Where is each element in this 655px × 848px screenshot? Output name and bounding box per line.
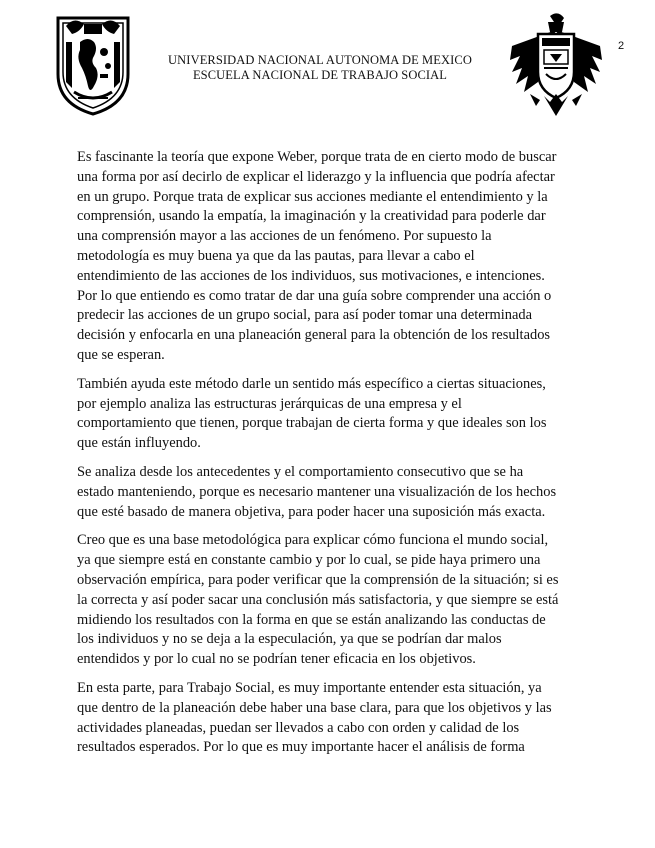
text-line: Creo que es una base metodológica para explicar cómo funciona el mundo social, [77,532,549,549]
text-line: que se esperan. [77,346,165,363]
text-line: En esta parte, para Trabajo Social, es muy importante entender esta situación, ya [77,679,542,696]
text-line: ya que siempre está en constante cambio y por lo cual, se pide haya primero una [77,552,541,569]
text-line: por ejemplo analiza las estructuras jerárquicas de una empresa y el [77,395,462,412]
text-line: que están influyendo. [77,435,201,452]
text-line: comportamiento que tienen, porque trabajan de cierta forma y que ideales son los [77,415,547,432]
text-line: estado manteniendo, porque es necesario mantener una visualización de los hechos [77,483,557,500]
body-paragraph [77,679,589,758]
body-paragraph [77,531,589,670]
text-line: predecir las acciones de un grupo social, para así poder tomar una determinada [77,307,532,324]
text-line: una forma por así decirlo de explicar el liderazgo y la influencia que podría afectar [77,168,555,185]
text-line: una comprensión mayor a las acciones de un fenómeno. Por supuesto la [77,228,492,245]
text-line: la correcta y así poder sacar una conclusión más satisfactoria, y que siempre se está [77,591,559,608]
body-paragraph [77,375,589,454]
text-line: en un grupo. Porque trata de explicar sus acciones mediante el entendimiento y la [77,188,548,205]
unam-coat-of-arms-icon [54,12,132,116]
text-line: actividades planeadas, puedan ser llevados a cabo con orden y calidad de los [77,719,520,736]
text-line: observación empírica, para poder verificar que la comprensión de la situación; si es [77,571,559,588]
school-name: ESCUELA NACIONAL DE TRABAJO SOCIAL [192,68,448,82]
text-line: Se analiza desde los antecedentes y el comportamiento consecutivo que se ha [77,463,524,480]
text-line: midiendo los resultados con la forma en que se están analizando las conductas de [77,611,546,628]
text-line: También ayuda este método darle un sentido más específico a ciertas situaciones, [77,375,546,392]
text-line: entendidos y por lo cual no se podrían tener eficacia en los objetivos. [77,651,476,668]
ents-eagle-crest-icon [506,10,606,118]
text-line: Por lo que entiendo es como tratar de dar una guía sobre comprender una acción o [77,287,552,304]
page-number: 2 [618,40,625,52]
text-line: entendimiento de las acciones de los individuos, sus motivaciones, e intenciones. [77,267,545,284]
text-line: que dentro de la planeación debe haber una base clara, para que los objetivos y las [77,699,552,716]
text-line: los individuos y no se deja a la especulación, ya que se podrían dar malos [77,631,502,648]
institution-header [150,53,490,83]
text-line: que esté basado de manera objetiva, para poder hacer una suposición más exacta. [77,503,546,520]
text-line: metodología es muy buena ya que da las pautas, para llevar a cabo el [77,247,475,264]
body-paragraph [77,463,589,522]
text-line: Es fascinante la teoría que expone Weber, porque trata de en cierto modo de buscar [77,149,557,165]
text-line: resultados esperados. Por lo que es muy importante hacer el análisis de forma [77,739,525,756]
text-line: comprensión, usando la empatía, la imaginación y la creatividad para poderle dar [77,208,546,225]
text-line: decisión y enfocarla en una planeación general para la obtención de los resultados [77,327,551,344]
document-body [77,148,589,767]
body-paragraph [77,148,589,366]
university-name: UNIVERSIDAD NACIONAL AUTONOMA DE MEXICO [168,53,472,67]
